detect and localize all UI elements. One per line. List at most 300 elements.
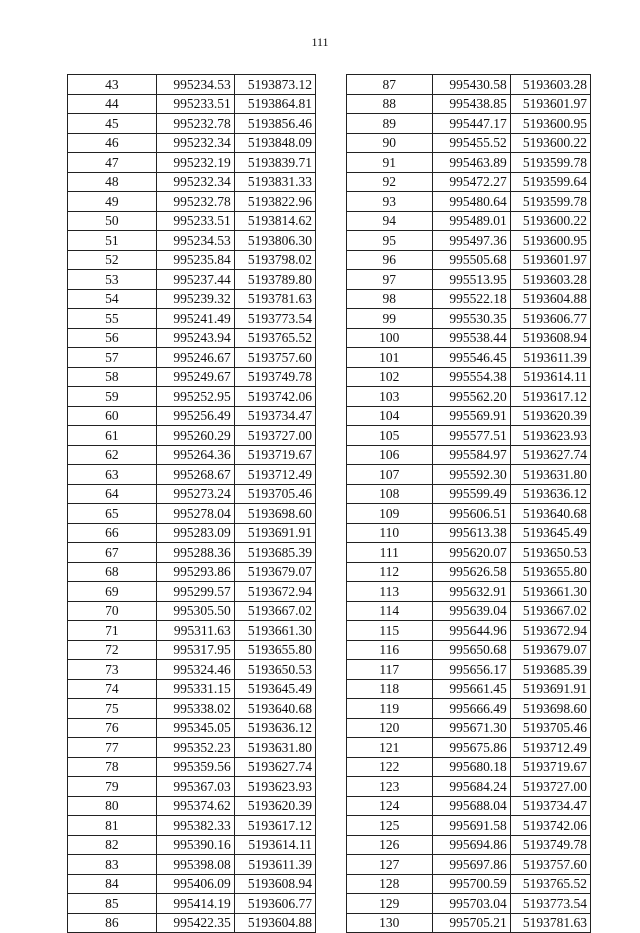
x-coordinate-cell: 995414.19	[156, 894, 234, 914]
x-coordinate-cell: 995661.45	[432, 679, 510, 699]
table-row	[68, 367, 316, 387]
y-coordinate-cell: 5193631.80	[510, 465, 590, 485]
y-coordinate-cell: 5193611.39	[234, 855, 315, 875]
x-coordinate-cell: 995592.30	[432, 465, 510, 485]
y-coordinate-cell: 5193627.74	[510, 445, 590, 465]
y-coordinate-cell: 5193757.60	[510, 855, 590, 875]
x-coordinate-cell: 995463.89	[432, 153, 510, 173]
point-number-cell: 67	[68, 543, 157, 563]
point-number-cell: 51	[68, 231, 157, 251]
point-number-cell: 120	[347, 718, 433, 738]
table-row	[68, 133, 316, 153]
y-coordinate-cell: 5193661.30	[234, 621, 315, 641]
table-row	[68, 835, 316, 855]
point-number-cell: 108	[347, 484, 433, 504]
point-number-cell: 64	[68, 484, 157, 504]
y-coordinate-cell: 5193640.68	[510, 504, 590, 524]
x-coordinate-cell: 995538.44	[432, 328, 510, 348]
y-coordinate-cell: 5193685.39	[510, 660, 590, 680]
y-coordinate-cell: 5193661.30	[510, 582, 590, 602]
y-coordinate-cell: 5193600.95	[510, 231, 590, 251]
x-coordinate-cell: 995273.24	[156, 484, 234, 504]
y-coordinate-cell: 5193822.96	[234, 192, 315, 212]
point-number-cell: 76	[68, 718, 157, 738]
y-coordinate-cell: 5193655.80	[234, 640, 315, 660]
point-number-cell: 80	[68, 796, 157, 816]
point-number-cell: 68	[68, 562, 157, 582]
table-row	[68, 601, 316, 621]
table-row	[68, 621, 316, 641]
y-coordinate-cell: 5193627.74	[234, 757, 315, 777]
table-row	[347, 192, 591, 212]
table-row	[347, 523, 591, 543]
y-coordinate-cell: 5193773.54	[234, 309, 315, 329]
y-coordinate-cell: 5193617.12	[510, 387, 590, 407]
y-coordinate-cell: 5193600.95	[510, 114, 590, 134]
y-coordinate-cell: 5193672.94	[234, 582, 315, 602]
x-coordinate-cell: 995331.15	[156, 679, 234, 699]
y-coordinate-cell: 5193636.12	[510, 484, 590, 504]
y-coordinate-cell: 5193606.77	[234, 894, 315, 914]
x-coordinate-cell: 995684.24	[432, 777, 510, 797]
y-coordinate-cell: 5193599.78	[510, 153, 590, 173]
point-number-cell: 85	[68, 894, 157, 914]
table-row	[347, 309, 591, 329]
point-number-cell: 118	[347, 679, 433, 699]
table-row	[347, 367, 591, 387]
y-coordinate-cell: 5193685.39	[234, 543, 315, 563]
table-row	[68, 114, 316, 134]
table-row	[68, 679, 316, 699]
x-coordinate-cell: 995233.51	[156, 94, 234, 114]
y-coordinate-cell: 5193742.06	[234, 387, 315, 407]
x-coordinate-cell: 995249.67	[156, 367, 234, 387]
table-row	[347, 289, 591, 309]
point-number-cell: 56	[68, 328, 157, 348]
point-number-cell: 88	[347, 94, 433, 114]
point-number-cell: 113	[347, 582, 433, 602]
point-number-cell: 50	[68, 211, 157, 231]
point-number-cell: 121	[347, 738, 433, 758]
table-row	[347, 660, 591, 680]
table-row	[347, 894, 591, 914]
y-coordinate-cell: 5193679.07	[234, 562, 315, 582]
y-coordinate-cell: 5193636.12	[234, 718, 315, 738]
y-coordinate-cell: 5193719.67	[510, 757, 590, 777]
x-coordinate-cell: 995243.94	[156, 328, 234, 348]
y-coordinate-cell: 5193864.81	[234, 94, 315, 114]
x-coordinate-cell: 995268.67	[156, 465, 234, 485]
y-coordinate-cell: 5193601.97	[510, 250, 590, 270]
x-coordinate-cell: 995252.95	[156, 387, 234, 407]
table-row	[68, 172, 316, 192]
x-coordinate-cell: 995613.38	[432, 523, 510, 543]
point-number-cell: 66	[68, 523, 157, 543]
x-coordinate-cell: 995688.04	[432, 796, 510, 816]
table-row	[347, 816, 591, 836]
y-coordinate-cell: 5193614.11	[510, 367, 590, 387]
point-number-cell: 102	[347, 367, 433, 387]
table-row	[347, 250, 591, 270]
x-coordinate-cell: 995293.86	[156, 562, 234, 582]
point-number-cell: 92	[347, 172, 433, 192]
y-coordinate-cell: 5193839.71	[234, 153, 315, 173]
point-number-cell: 62	[68, 445, 157, 465]
point-number-cell: 129	[347, 894, 433, 914]
y-coordinate-cell: 5193749.78	[234, 367, 315, 387]
point-number-cell: 78	[68, 757, 157, 777]
x-coordinate-cell: 995324.46	[156, 660, 234, 680]
table-row	[347, 757, 591, 777]
x-coordinate-cell: 995283.09	[156, 523, 234, 543]
x-coordinate-cell: 995606.51	[432, 504, 510, 524]
y-coordinate-cell: 5193705.46	[234, 484, 315, 504]
coordinates-table-right	[346, 74, 591, 933]
x-coordinate-cell: 995288.36	[156, 543, 234, 563]
point-number-cell: 104	[347, 406, 433, 426]
x-coordinate-cell: 995232.34	[156, 172, 234, 192]
point-number-cell: 89	[347, 114, 433, 134]
point-number-cell: 75	[68, 699, 157, 719]
table-row	[68, 640, 316, 660]
point-number-cell: 82	[68, 835, 157, 855]
point-number-cell: 112	[347, 562, 433, 582]
point-number-cell: 53	[68, 270, 157, 290]
y-coordinate-cell: 5193773.54	[510, 894, 590, 914]
table-row	[68, 913, 316, 933]
table-row	[68, 465, 316, 485]
y-coordinate-cell: 5193645.49	[234, 679, 315, 699]
x-coordinate-cell: 995352.23	[156, 738, 234, 758]
point-number-cell: 109	[347, 504, 433, 524]
point-number-cell: 110	[347, 523, 433, 543]
point-number-cell: 99	[347, 309, 433, 329]
y-coordinate-cell: 5193712.49	[234, 465, 315, 485]
x-coordinate-cell: 995705.21	[432, 913, 510, 933]
x-coordinate-cell: 995232.78	[156, 114, 234, 134]
x-coordinate-cell: 995447.17	[432, 114, 510, 134]
point-number-cell: 58	[68, 367, 157, 387]
y-coordinate-cell: 5193623.93	[234, 777, 315, 797]
y-coordinate-cell: 5193655.80	[510, 562, 590, 582]
point-number-cell: 127	[347, 855, 433, 875]
point-number-cell: 83	[68, 855, 157, 875]
point-number-cell: 123	[347, 777, 433, 797]
point-number-cell: 72	[68, 640, 157, 660]
point-number-cell: 97	[347, 270, 433, 290]
table-row	[347, 426, 591, 446]
x-coordinate-cell: 995260.29	[156, 426, 234, 446]
x-coordinate-cell: 995234.53	[156, 231, 234, 251]
table-row	[347, 855, 591, 875]
table-row	[68, 894, 316, 914]
y-coordinate-cell: 5193856.46	[234, 114, 315, 134]
y-coordinate-cell: 5193620.39	[234, 796, 315, 816]
table-row	[347, 582, 591, 602]
x-coordinate-cell: 995599.49	[432, 484, 510, 504]
point-number-cell: 48	[68, 172, 157, 192]
y-coordinate-cell: 5193814.62	[234, 211, 315, 231]
table-row	[68, 757, 316, 777]
point-number-cell: 71	[68, 621, 157, 641]
table-row	[68, 445, 316, 465]
x-coordinate-cell: 995530.35	[432, 309, 510, 329]
point-number-cell: 61	[68, 426, 157, 446]
table-row	[68, 699, 316, 719]
x-coordinate-cell: 995700.59	[432, 874, 510, 894]
y-coordinate-cell: 5193601.97	[510, 94, 590, 114]
table-row	[68, 328, 316, 348]
x-coordinate-cell: 995438.85	[432, 94, 510, 114]
point-number-cell: 95	[347, 231, 433, 251]
y-coordinate-cell: 5193603.28	[510, 75, 590, 95]
point-number-cell: 44	[68, 94, 157, 114]
point-number-cell: 94	[347, 211, 433, 231]
table-row	[68, 718, 316, 738]
x-coordinate-cell: 995480.64	[432, 192, 510, 212]
x-coordinate-cell: 995422.35	[156, 913, 234, 933]
x-coordinate-cell: 995299.57	[156, 582, 234, 602]
table-row	[68, 153, 316, 173]
table-row	[68, 270, 316, 290]
x-coordinate-cell: 995666.49	[432, 699, 510, 719]
y-coordinate-cell: 5193611.39	[510, 348, 590, 368]
x-coordinate-cell: 995430.58	[432, 75, 510, 95]
table-row	[347, 621, 591, 641]
point-number-cell: 59	[68, 387, 157, 407]
x-coordinate-cell: 995554.38	[432, 367, 510, 387]
x-coordinate-cell: 995374.62	[156, 796, 234, 816]
y-coordinate-cell: 5193757.60	[234, 348, 315, 368]
y-coordinate-cell: 5193608.94	[234, 874, 315, 894]
table-row	[347, 348, 591, 368]
x-coordinate-cell: 995239.32	[156, 289, 234, 309]
table-row	[347, 114, 591, 134]
point-number-cell: 103	[347, 387, 433, 407]
x-coordinate-cell: 995246.67	[156, 348, 234, 368]
table-row	[68, 387, 316, 407]
x-coordinate-cell: 995691.58	[432, 816, 510, 836]
table-row	[347, 718, 591, 738]
y-coordinate-cell: 5193614.11	[234, 835, 315, 855]
y-coordinate-cell: 5193604.88	[234, 913, 315, 933]
y-coordinate-cell: 5193599.78	[510, 192, 590, 212]
point-number-cell: 70	[68, 601, 157, 621]
point-number-cell: 49	[68, 192, 157, 212]
table-row	[347, 406, 591, 426]
x-coordinate-cell: 995256.49	[156, 406, 234, 426]
x-coordinate-cell: 995305.50	[156, 601, 234, 621]
x-coordinate-cell: 995234.53	[156, 75, 234, 95]
table-row	[68, 309, 316, 329]
x-coordinate-cell: 995697.86	[432, 855, 510, 875]
table-row	[347, 543, 591, 563]
x-coordinate-cell: 995338.02	[156, 699, 234, 719]
x-coordinate-cell: 995489.01	[432, 211, 510, 231]
x-coordinate-cell: 995626.58	[432, 562, 510, 582]
y-coordinate-cell: 5193617.12	[234, 816, 315, 836]
y-coordinate-cell: 5193798.02	[234, 250, 315, 270]
y-coordinate-cell: 5193600.22	[510, 211, 590, 231]
table-row	[68, 562, 316, 582]
point-number-cell: 79	[68, 777, 157, 797]
point-number-cell: 122	[347, 757, 433, 777]
point-number-cell: 52	[68, 250, 157, 270]
table-row	[68, 523, 316, 543]
point-number-cell: 100	[347, 328, 433, 348]
x-coordinate-cell: 995513.95	[432, 270, 510, 290]
y-coordinate-cell: 5193806.30	[234, 231, 315, 251]
point-number-cell: 74	[68, 679, 157, 699]
y-coordinate-cell: 5193734.47	[234, 406, 315, 426]
point-number-cell: 90	[347, 133, 433, 153]
point-number-cell: 84	[68, 874, 157, 894]
table-row	[68, 250, 316, 270]
y-coordinate-cell: 5193727.00	[510, 777, 590, 797]
y-coordinate-cell: 5193606.77	[510, 309, 590, 329]
point-number-cell: 117	[347, 660, 433, 680]
table-row	[68, 94, 316, 114]
x-coordinate-cell: 995406.09	[156, 874, 234, 894]
table-row	[68, 816, 316, 836]
y-coordinate-cell: 5193631.80	[234, 738, 315, 758]
point-number-cell: 86	[68, 913, 157, 933]
table-row	[347, 94, 591, 114]
y-coordinate-cell: 5193749.78	[510, 835, 590, 855]
x-coordinate-cell: 995620.07	[432, 543, 510, 563]
y-coordinate-cell: 5193620.39	[510, 406, 590, 426]
table-row	[68, 406, 316, 426]
table-row	[347, 328, 591, 348]
table-row	[68, 738, 316, 758]
y-coordinate-cell: 5193765.52	[510, 874, 590, 894]
x-coordinate-cell: 995317.95	[156, 640, 234, 660]
x-coordinate-cell: 995233.51	[156, 211, 234, 231]
point-number-cell: 128	[347, 874, 433, 894]
point-number-cell: 96	[347, 250, 433, 270]
table-row	[347, 777, 591, 797]
x-coordinate-cell: 995311.63	[156, 621, 234, 641]
x-coordinate-cell: 995639.04	[432, 601, 510, 621]
y-coordinate-cell: 5193781.63	[234, 289, 315, 309]
x-coordinate-cell: 995232.34	[156, 133, 234, 153]
x-coordinate-cell: 995644.96	[432, 621, 510, 641]
table-row	[68, 348, 316, 368]
point-number-cell: 55	[68, 309, 157, 329]
x-coordinate-cell: 995680.18	[432, 757, 510, 777]
y-coordinate-cell: 5193650.53	[234, 660, 315, 680]
x-coordinate-cell: 995367.03	[156, 777, 234, 797]
y-coordinate-cell: 5193608.94	[510, 328, 590, 348]
y-coordinate-cell: 5193667.02	[510, 601, 590, 621]
table-row	[68, 777, 316, 797]
x-coordinate-cell: 995546.45	[432, 348, 510, 368]
table-row	[68, 855, 316, 875]
table-row	[68, 874, 316, 894]
y-coordinate-cell: 5193719.67	[234, 445, 315, 465]
point-number-cell: 73	[68, 660, 157, 680]
table-row	[347, 270, 591, 290]
y-coordinate-cell: 5193679.07	[510, 640, 590, 660]
x-coordinate-cell: 995232.78	[156, 192, 234, 212]
x-coordinate-cell: 995632.91	[432, 582, 510, 602]
point-number-cell: 114	[347, 601, 433, 621]
point-number-cell: 87	[347, 75, 433, 95]
table-row	[68, 796, 316, 816]
point-number-cell: 54	[68, 289, 157, 309]
table-row	[347, 153, 591, 173]
y-coordinate-cell: 5193691.91	[234, 523, 315, 543]
y-coordinate-cell: 5193873.12	[234, 75, 315, 95]
y-coordinate-cell: 5193781.63	[510, 913, 590, 933]
table-row	[347, 699, 591, 719]
x-coordinate-cell: 995505.68	[432, 250, 510, 270]
x-coordinate-cell: 995497.36	[432, 231, 510, 251]
coordinates-table-left	[67, 74, 316, 933]
x-coordinate-cell: 995656.17	[432, 660, 510, 680]
table-row	[347, 445, 591, 465]
y-coordinate-cell: 5193705.46	[510, 718, 590, 738]
table-row	[347, 640, 591, 660]
table-row	[347, 679, 591, 699]
y-coordinate-cell: 5193742.06	[510, 816, 590, 836]
x-coordinate-cell: 995671.30	[432, 718, 510, 738]
table-row	[347, 172, 591, 192]
x-coordinate-cell: 995584.97	[432, 445, 510, 465]
x-coordinate-cell: 995235.84	[156, 250, 234, 270]
y-coordinate-cell: 5193848.09	[234, 133, 315, 153]
x-coordinate-cell: 995232.19	[156, 153, 234, 173]
table-row	[68, 543, 316, 563]
y-coordinate-cell: 5193650.53	[510, 543, 590, 563]
point-number-cell: 107	[347, 465, 433, 485]
x-coordinate-cell: 995345.05	[156, 718, 234, 738]
point-number-cell: 116	[347, 640, 433, 660]
x-coordinate-cell: 995703.04	[432, 894, 510, 914]
x-coordinate-cell: 995264.36	[156, 445, 234, 465]
table-row	[347, 913, 591, 933]
point-number-cell: 126	[347, 835, 433, 855]
point-number-cell: 91	[347, 153, 433, 173]
x-coordinate-cell: 995398.08	[156, 855, 234, 875]
point-number-cell: 45	[68, 114, 157, 134]
y-coordinate-cell: 5193640.68	[234, 699, 315, 719]
point-number-cell: 63	[68, 465, 157, 485]
table-row	[68, 211, 316, 231]
x-coordinate-cell: 995237.44	[156, 270, 234, 290]
x-coordinate-cell: 995455.52	[432, 133, 510, 153]
point-number-cell: 57	[68, 348, 157, 368]
x-coordinate-cell: 995569.91	[432, 406, 510, 426]
table-row	[347, 796, 591, 816]
table-row	[68, 289, 316, 309]
point-number-cell: 111	[347, 543, 433, 563]
table-row	[68, 231, 316, 251]
y-coordinate-cell: 5193765.52	[234, 328, 315, 348]
y-coordinate-cell: 5193698.60	[234, 504, 315, 524]
x-coordinate-cell: 995241.49	[156, 309, 234, 329]
point-number-cell: 106	[347, 445, 433, 465]
point-number-cell: 125	[347, 816, 433, 836]
y-coordinate-cell: 5193672.94	[510, 621, 590, 641]
point-number-cell: 124	[347, 796, 433, 816]
x-coordinate-cell: 995522.18	[432, 289, 510, 309]
point-number-cell: 93	[347, 192, 433, 212]
point-number-cell: 115	[347, 621, 433, 641]
x-coordinate-cell: 995278.04	[156, 504, 234, 524]
table-row	[68, 504, 316, 524]
point-number-cell: 60	[68, 406, 157, 426]
